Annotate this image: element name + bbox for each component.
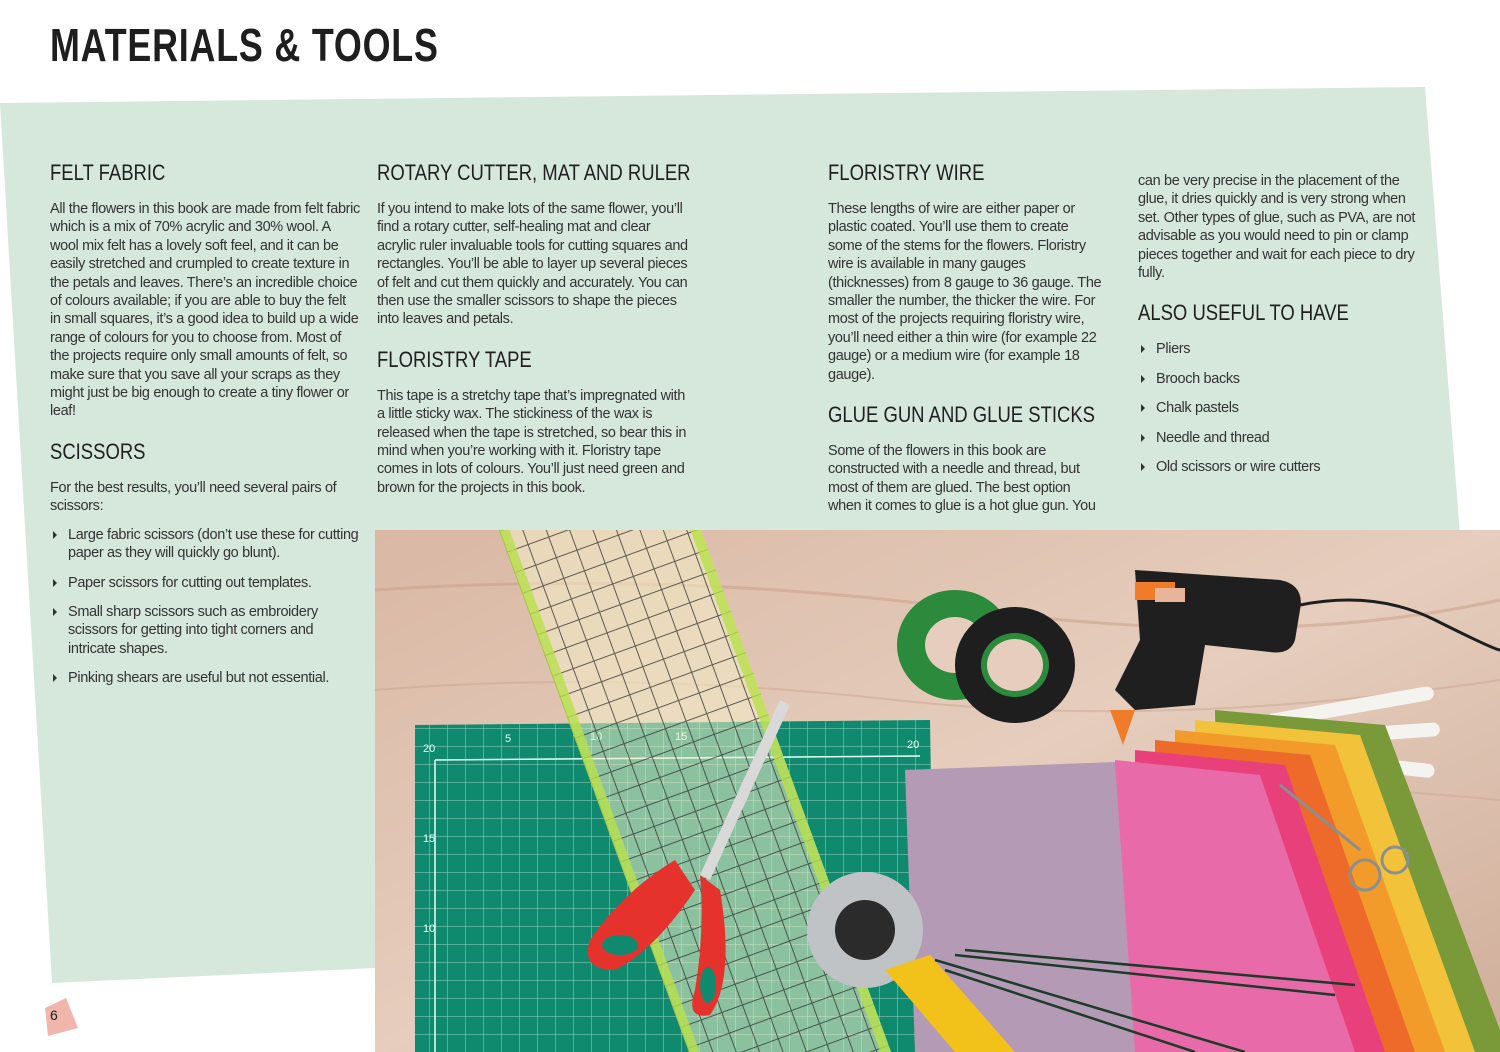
tools-photo [375,530,1500,1052]
page-number: 6 [50,1007,58,1023]
mat-number: 20 [423,743,436,755]
bullet-icon [53,674,57,682]
bullet-icon [1141,345,1145,353]
tools-illustration [375,530,1500,1052]
rotary-heading: ROTARY CUTTER, MAT AND RULER [377,160,691,185]
column-2 [377,160,692,515]
column-3 [828,160,1103,534]
felt-heading: FELT FABRIC [50,160,166,185]
bullet-icon [1141,404,1145,412]
bullet-icon [1141,463,1145,471]
mat-number: 15 [423,833,436,845]
useful-list [1138,340,1418,476]
list-item: Pliers [1138,340,1418,358]
tape-heading: FLORISTRY TAPE [377,346,532,372]
bullet-icon [53,531,57,539]
list-item: Small sharp scissors such as embroidery scissors for getting into tight corners and intricate shapes. [50,603,360,658]
list-item: Pinking shears are useful but not essential. [50,669,360,687]
page-number-marker [40,998,80,1036]
glue-body-continued: can be very precise in the placement of the glue, it dries quickly and is very strong when set. Other types of glue, such as PVA, are not advisable as you would need to pin or clamp pieces together and wait for each piece to dry fully. [1138,173,1416,282]
list-item: Chalk pastels [1138,399,1418,417]
wire-body: These lengths of wire are either paper or plastic coated. You’ll use them to create some of the stems for the flowers. Floristry wire is available in many gauges (thicknesses) from 8 gauge to 36 gauge. The smaller the number, the thicker the wire. For most of the projects requiring floristry wire, you’ll need either a thin wire (for example 22 gauge) or a medium wire (for example 18 gauge). [828,201,1102,383]
list-item: Large fabric scissors (don’t use these for cutting paper as they will quickly go blunt). [50,526,360,563]
column-4 [1138,172,1418,487]
scissors-intro: For the best results, you’ll need several pairs of scissors: [50,479,337,515]
tape-body: This tape is a stretchy tape that’s impregnated with a little sticky wax. The stickiness of the wax is released when the tape is stretched, so bear this in mind when you’re working with it. Floristry tape comes in lots of colours. You’ll just need green and brown for the projects in this book. [377,387,687,496]
column-1 [50,160,360,699]
scissors-list [50,526,360,688]
page-title: MATERIALS & TOOLS [50,19,439,71]
felt-body: All the flowers in this book are made from felt fabric which is a mix of 70% acrylic and 30% wool. A wool mix felt has a lovely soft feel, and it can be easily stretched and crumpled to create texture in the petals and leaves. There’s an incredible choice of colours available; if you are able to buy the felt in small squares, it’s a good idea to build up a wide range of colours for you to choose from. Most of the projects require only small amounts of felt, so make sure that you save all your scraps as they might just be big enough to create a tiny flower or leaf! [50,201,360,420]
scissors-heading: SCISSORS [50,438,146,464]
list-item: Needle and thread [1138,429,1418,447]
glue-body: Some of the flowers in this book are constructed with a needle and thread, but most of them are glued. The best option when it comes to glue is a hot glue gun. You [828,443,1096,515]
rotary-body: If you intend to make lots of the same flower, you’ll find a rotary cutter, self-healing mat and clear acrylic ruler invaluable tools for cutting squares and rectangles. You’ll be able to layer up several pieces of felt and cut them quickly and accurately. You can then use the smaller scissors to shape the pieces into leaves and petals. [377,201,688,328]
bullet-icon [53,608,57,616]
list-item: Brooch backs [1138,370,1418,388]
bullet-icon [1141,434,1145,442]
mat-number: 5 [505,733,512,745]
mat-number: 20 [907,739,920,751]
list-item: Old scissors or wire cutters [1138,458,1418,476]
useful-heading: ALSO USEFUL TO HAVE [1138,300,1349,326]
glue-heading: GLUE GUN AND GLUE STICKS [828,402,1096,428]
bullet-icon [53,579,57,587]
wire-heading: FLORISTRY WIRE [828,160,985,185]
page-marker-shape [40,998,80,1036]
mat-number: 10 [423,923,436,935]
list-item: Paper scissors for cutting out templates. [50,574,360,592]
bullet-icon [1141,375,1145,383]
